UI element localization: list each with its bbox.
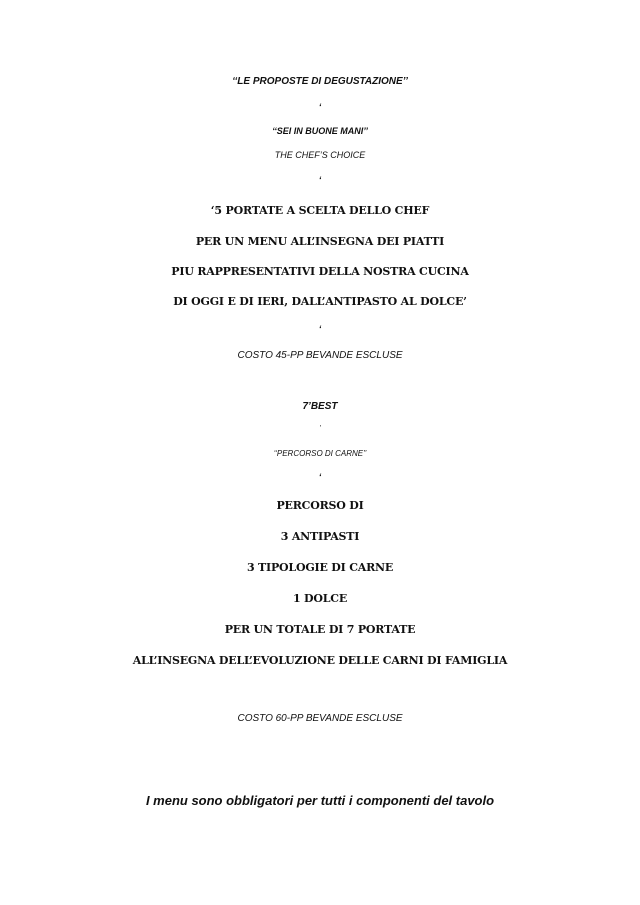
best-description-line: PERCORSO DI	[276, 499, 364, 512]
degustazione-subtitle-en: THE CHEF’S CHOICE	[274, 150, 366, 160]
separator-mark: ‘	[318, 175, 322, 185]
degustazione-price: COSTO 45-PP BEVANDE ESCLUSE	[237, 350, 403, 361]
best-title: 7’BEST	[302, 401, 338, 412]
best-description-line: 3 TIPOLOGIE DI CARNE	[246, 561, 394, 574]
separator-mark: ’	[319, 425, 321, 432]
best-description-line: ALL’INSEGNA DELL’EVOLUZIONE DELLE CARNI DI FAMIGLIA	[132, 654, 508, 667]
separator-mark: ‘	[318, 102, 322, 112]
best-subtitle: ‘‘PERCORSO DI CARNE’’	[273, 449, 367, 458]
best-description-line: 3 ANTIPASTI	[280, 530, 360, 543]
degustazione-description-line: PIU RAPPRESENTATIVI DELLA NOSTRA CUCINA	[171, 265, 469, 278]
best-description-line: PER UN TOTALE DI 7 PORTATE	[224, 623, 416, 636]
degustazione-subtitle: ‘‘SEI IN BUONE MANI’’	[272, 126, 368, 136]
best-price: COSTO 60-PP BEVANDE ESCLUSE	[237, 713, 403, 724]
degustazione-description-line: ‘5 PORTATE A SCELTA DELLO CHEF	[210, 204, 430, 217]
degustazione-description-line: DI OGGI E DI IERI, DALL’ANTIPASTO AL DOLCE’	[173, 295, 467, 308]
best-description-line: 1 DOLCE	[292, 592, 348, 605]
separator-mark: ‘	[318, 324, 322, 334]
degustazione-title: ‘‘LE PROPOSTE DI DEGUSTAZIONE’’	[232, 76, 408, 87]
degustazione-description-line: PER UN MENU ALL’INSEGNA DEI PIATTI	[195, 235, 445, 248]
separator-mark: ‘	[318, 472, 322, 482]
footer-note: I menu sono obbligatori per tutti i componenti del tavolo	[145, 793, 495, 808]
